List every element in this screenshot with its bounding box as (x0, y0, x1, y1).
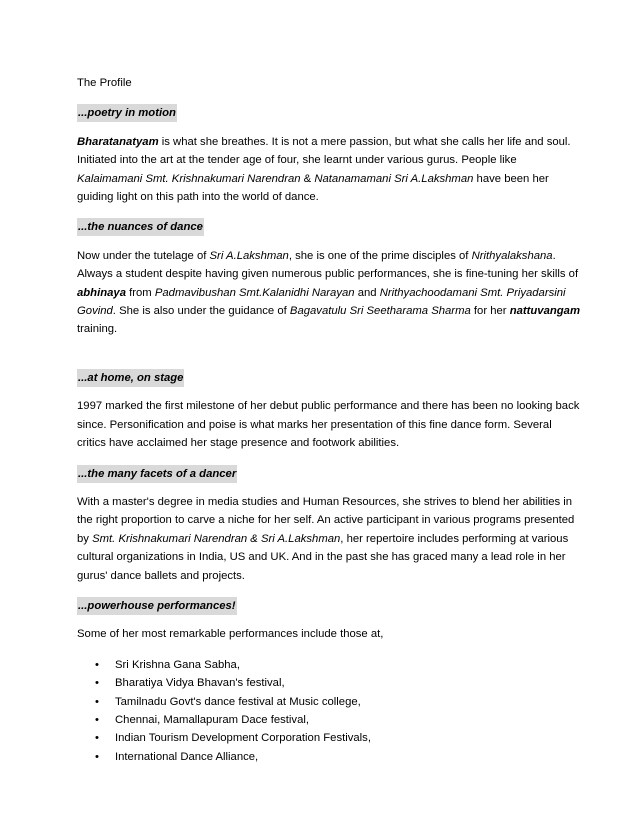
text-run: training. (77, 323, 118, 336)
bullet-icon: • (95, 750, 99, 763)
text-run: Padmavibushan Smt.Kalanidhi Narayan (154, 286, 355, 299)
list-item: • Indian Tourism Development Corporation Festivals, (77, 729, 582, 747)
text-run: is what she breathes. It is not a mere passion, but what she calls her life and soul. Initiated into the art at the tender age of four, she learnt under various gurus. People like (77, 135, 571, 167)
text-run: Nrithyachoodamani Smt. Priyadarsini Govind (77, 286, 566, 318)
bullet-icon: • (95, 677, 99, 690)
list-item: • International Dance Alliance, (77, 748, 582, 766)
list-item: • Bharatiya Vidya Bhavan's festival, (77, 674, 582, 692)
text-run: , she is one of the prime disciples of (288, 249, 472, 262)
section-heading-poetry: ...poetry in motion (77, 104, 177, 122)
text-run: Bharatanatyam (77, 135, 159, 148)
list-item: • Tamilnadu Govt's dance festival at Music college, (77, 693, 582, 711)
section-paragraph-facets (77, 493, 582, 585)
text-run: have been her guiding light on this path into the world of dance. (77, 172, 549, 204)
text-run: Natanamamani Sri A.Lakshman (314, 172, 474, 185)
text-run: Smt. Krishnakumari Narendran & Sri A.Lakshman (92, 532, 341, 545)
text-run: , her repertoire includes performing at various cultural organizations in India, US and UK. And in the past she has graced many a lead role in her gurus' dance ballets and projects. (77, 532, 569, 582)
section-heading-facets: ...the many facets of a dancer (77, 465, 237, 483)
text-run: abhinaya (77, 286, 126, 299)
text-run: With a master's degree in media studies and Human Resources, she strives to blend her abilities in the right proportion to carve a niche for her self. An active participant in various programs presented by (77, 495, 575, 545)
text-run: Now under the tutelage of (77, 249, 210, 262)
section-heading-nuances: ...the nuances of dance (77, 218, 204, 236)
text-run: Bagavatulu Sri Seetharama Sharma (289, 305, 471, 318)
text-run: Some of her most remarkable performances include those at, (77, 628, 384, 641)
bullet-icon: • (95, 732, 99, 745)
page-title: The Profile (77, 77, 132, 89)
bullet-icon: • (95, 713, 99, 726)
section-paragraph-nuances (77, 247, 582, 339)
bullet-icon: • (95, 658, 99, 671)
text-run: . Always a student despite having given numerous public performances, she is fine-tuning her skills of (77, 249, 579, 281)
text-run: Sri A.Lakshman (209, 249, 289, 262)
text-run: Nrithyalakshana (471, 249, 553, 262)
performances-list (77, 656, 582, 766)
list-item: • Sri Krishna Gana Sabha, (77, 656, 582, 674)
section-heading-performances: ...powerhouse performances! (77, 597, 237, 615)
text-run: nattuvangam (509, 305, 581, 318)
section-paragraph-performances (77, 625, 582, 643)
text-run: from (125, 286, 155, 299)
list-item: • Chennai, Mamallapuram Dace festival, (77, 711, 582, 729)
section-paragraph-stage (77, 397, 582, 452)
text-run: and (354, 286, 380, 299)
text-run: for her (470, 305, 510, 318)
text-run: 1997 marked the first milestone of her debut public performance and there has been no looking back since. Personification and poise is what marks her presentation of this fine dance form. Several critics have acclaimed her stage presence and footwork abilities. (77, 400, 580, 450)
text-run: . She is also under the guidance of (112, 305, 290, 318)
document-page (77, 74, 582, 766)
section-paragraph-poetry (77, 133, 582, 207)
bullet-icon: • (95, 695, 99, 708)
text-run: Kalaimamani Smt. Krishnakumari Narendran (77, 172, 301, 185)
section-heading-stage: ...at home, on stage (77, 369, 184, 387)
text-run: & (300, 172, 315, 185)
